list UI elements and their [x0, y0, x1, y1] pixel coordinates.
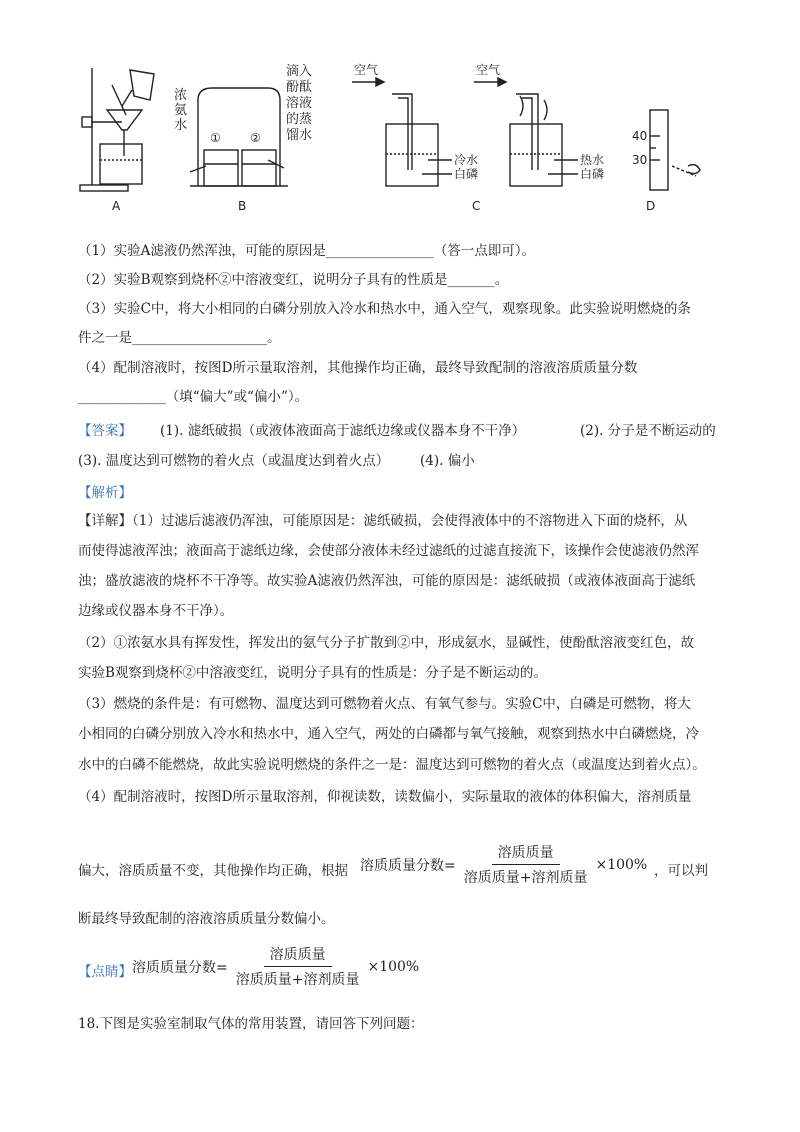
analysis-tag: 【解析】 [78, 485, 132, 501]
analysis-line-10: （4）配制溶液时，按图D所示量取溶剂，仰视读数，读数偏小，实际量取的液体的体积偏大，溶剂质量 [78, 789, 692, 805]
formula-fraction [230, 944, 366, 989]
analysis-line-9: 水中的白磷不能燃烧，故此实验说明燃烧的条件之一是：温度达到可燃物的着火点（或温度达到着火点）。 [78, 757, 706, 773]
formula-denominator: 溶质质量+溶剂质量 [463, 870, 588, 886]
answer-2: (2). 分子是不断运动的 [580, 423, 716, 439]
formula-denominator: 溶质质量+溶剂质量 [235, 972, 360, 988]
label-a: A [112, 199, 121, 213]
apparatus-b [190, 88, 288, 186]
question-2: （2）实验B观察到烧杯②中溶液变红，说明分子具有的性质是_______。 [78, 272, 509, 288]
label-b: B [238, 199, 247, 213]
formula-lhs: 溶质质量分数= [360, 857, 456, 874]
question-3-line-2: 件之一是____________________。 [78, 330, 281, 346]
experiment-diagram [72, 60, 732, 220]
cup-2-label: ② [250, 131, 261, 145]
answer-tag: 【答案】 [78, 423, 132, 439]
question-18-intro: 18.下图是实验室制取气体的常用装置，请回答下列问题： [78, 1016, 424, 1032]
tick-30: 30 [632, 153, 648, 167]
formula-rhs: ×100% [367, 958, 420, 975]
air-label-1: 空气 [354, 63, 379, 77]
analysis-line-12: 断最终导致配制的溶液溶质质量分数偏小。 [78, 911, 335, 927]
analysis-line-2: 而使得滤液浑浊；液面高于滤纸边缘，会使部分液体未经过滤纸的过滤直接流下，该操作会使滤液仍然浑 [78, 543, 699, 559]
analysis-line-7: （3）燃烧的条件是：有可燃物、温度达到可燃物着火点、有氧气参与。实验C中，白磷是可燃物，将大 [78, 696, 691, 712]
formula-numerator: 溶质质量 [264, 944, 332, 967]
tip-tag: 【点睛】 [78, 964, 132, 980]
b-phenolphthalein-label: 滴入酚酞溶液的蒸馏水 [286, 64, 313, 143]
formula-numerator: 溶质质量 [492, 842, 560, 865]
label-c: C [472, 199, 481, 213]
formula-rhs: ×100% [595, 856, 648, 873]
analysis-line-4: 边缘或仪器本身不干净）。 [78, 603, 234, 619]
analysis-line-8: 小相同的白磷分别放入冷水和热水中，通入空气，两处的白磷都与氧气接触，观察到热水中白磷燃烧，冷 [78, 726, 699, 742]
mass-fraction-formula-2 [132, 944, 419, 989]
answer-4: (4). 偏小 [420, 453, 475, 469]
hot-water-label: 热水 [580, 153, 605, 167]
cold-water-label: 冷水 [454, 153, 479, 167]
white-phosphorus-label-2: 白磷 [580, 167, 605, 181]
answer-3: (3). 温度达到可燃物的着火点（或温度达到着火点） [78, 453, 390, 469]
question-1: （1）实验A滤液仍然浑浊，可能的原因是________________（答一点即可）。 [78, 243, 536, 259]
question-3-line-1: （3）实验C中，将大小相同的白磷分别放入冷水和热水中，通入空气，观察现象。此实验说明燃烧的条 [78, 301, 691, 317]
apparatus-d [650, 110, 700, 190]
analysis-line-11-pre: 偏大，溶质质量不变，其他操作均正确，根据 [78, 863, 348, 879]
tick-40: 40 [632, 129, 648, 143]
answer-1: (1). 滤纸破损（或液体液面高于滤纸边缘或仪器本身不干净） [160, 423, 526, 439]
b-ammonia-label: 浓氨水 [174, 88, 188, 133]
white-phosphorus-label-1: 白磷 [454, 167, 479, 181]
analysis-line-5: （2）①浓氨水具有挥发性，挥发出的氨气分子扩散到②中，形成氨水，显碱性，使酚酞溶液变红色，故 [78, 635, 695, 651]
analysis-line-11-post: ，可以判 [654, 863, 708, 879]
apparatus-a [80, 68, 154, 191]
question-4-line-2: _____________（填“偏大”或“偏小”）。 [78, 389, 309, 405]
air-label-2: 空气 [476, 63, 501, 77]
mass-fraction-formula-1 [360, 842, 647, 887]
formula-lhs: 溶质质量分数= [132, 959, 228, 976]
analysis-line-3: 浊；盛放滤液的烧杯不干净等。故实验A滤液仍然浑浊，可能的原因是：滤纸破损（或液体液面高于滤纸 [78, 573, 696, 589]
label-d: D [646, 199, 656, 213]
experiment-figure [72, 60, 732, 220]
analysis-line-6: 实验B观察到烧杯②中溶液变红，说明分子具有的性质是：分子是不断运动的。 [78, 665, 547, 681]
cup-1-label: ① [210, 131, 221, 145]
question-4-line-1: （4）配制溶液时，按图D所示量取溶剂，其他操作均正确，最终导致配制的溶液溶质质量分数 [78, 360, 638, 376]
analysis-line-1: 【详解】（1）过滤后滤液仍浑浊，可能原因是：滤纸破损，会使得液体中的不溶物进入下面的烧杯，从 [78, 513, 688, 529]
formula-fraction [458, 842, 594, 887]
